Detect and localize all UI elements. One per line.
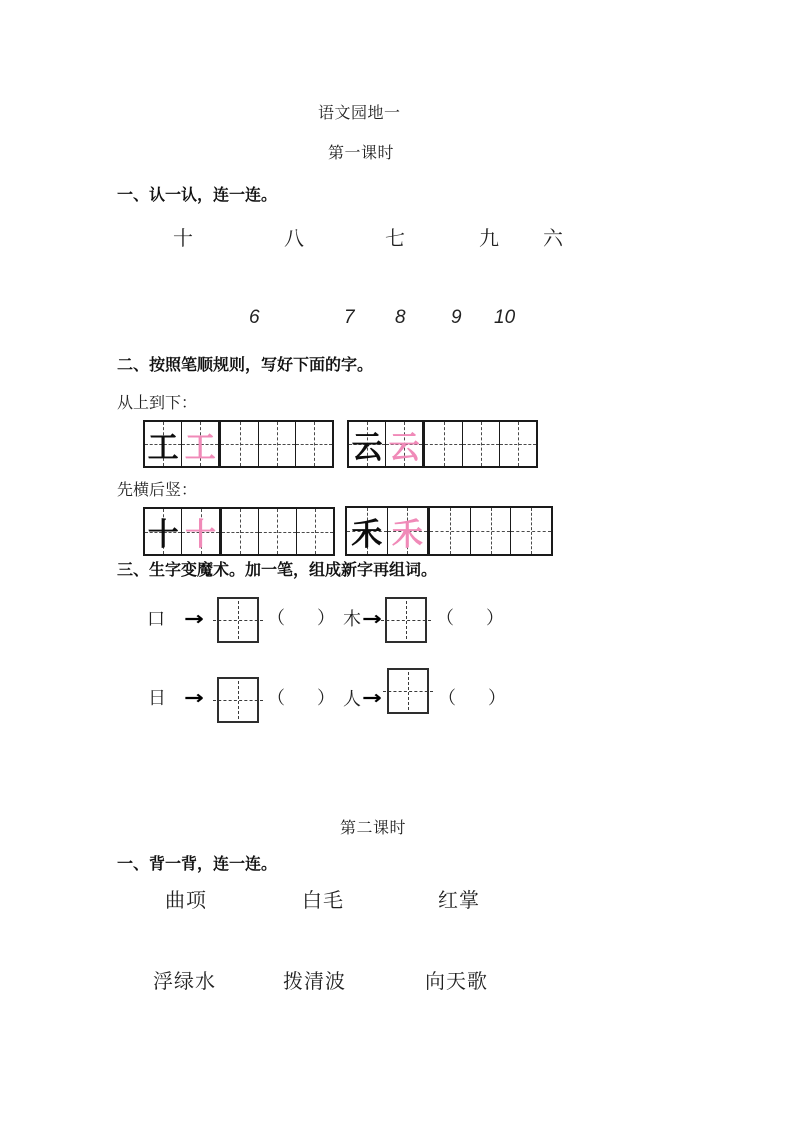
grid-char-trace: 禾 [391,516,423,552]
phrase-word: 浮绿水 [153,971,216,993]
arrow-right-icon: → [184,608,204,630]
grid-cell [219,509,258,554]
grid-char-black: 云 [351,429,383,465]
grid-char-black: 十 [147,517,179,552]
grid-char-trace: 云 [388,429,420,465]
paren-close: ） [317,608,335,628]
add-stroke-box [217,677,259,723]
magic-item-char: 日 [148,688,166,708]
grid-char-trace: 工 [184,429,216,465]
grid-cell [462,422,499,466]
paren-open: （ [438,688,456,708]
grid-cell [218,422,257,466]
practice-grid [143,420,334,468]
hanzi-numeral: 八 [284,228,304,250]
practice-grid [347,420,538,468]
magic-item-char: 木 [343,609,361,629]
grid-char-trace: 十 [185,517,217,552]
phrase-word: 白毛 [302,890,344,912]
hanzi-numeral: 六 [543,228,563,250]
arrow-right-icon: → [362,608,382,630]
add-stroke-box [385,597,427,643]
phrase-word: 拨清波 [283,971,346,993]
lesson2-title: 第二课时 [340,820,407,837]
grid-cell [470,508,511,554]
grid-cell [387,508,428,554]
grid-cell [422,422,461,466]
paren-close: ） [317,688,335,708]
section4-heading: 一、背一背，连一连。 [117,856,278,873]
grid-cell [145,422,181,466]
paren-open: （ [436,608,454,628]
arrow-right-icon: → [362,687,382,709]
hanzi-numeral: 十 [173,228,193,250]
add-stroke-box [387,668,429,714]
grid-cell [347,508,387,554]
grid-cell [427,508,470,554]
grid-cell [385,422,422,466]
grid-cell [181,509,218,554]
grid-char-black: 禾 [351,516,383,552]
grid-cell [295,422,332,466]
grid-cell [258,509,295,554]
section1-heading: 一、认一认，连一连。 [117,187,278,204]
hanzi-numeral: 七 [385,228,405,250]
paren-open: （ [267,688,285,708]
arabic-numeral: 7 [344,307,355,328]
section2-heading: 二、按照笔顺规则，写好下面的字。 [117,357,374,374]
grid-cell [296,509,333,554]
stroke-rule-label: 从上到下： [117,395,198,412]
arrow-right-icon: → [184,687,204,709]
section3-heading: 三、生字变魔术。加一笔，组成新字再组词。 [117,562,438,579]
paren-close: ） [488,688,506,708]
magic-item-char: 人 [343,689,361,709]
arabic-numeral: 6 [249,307,260,328]
page-title: 语文园地一 [318,105,401,122]
phrase-word: 曲项 [165,890,207,912]
phrase-word: 红掌 [438,890,480,912]
paren-close: ） [486,608,504,628]
stroke-rule-label: 先横后竖： [117,482,198,499]
arabic-numeral: 9 [451,307,462,328]
grid-cell [510,508,551,554]
grid-cell [181,422,218,466]
grid-cell [145,509,181,554]
grid-cell [349,422,385,466]
magic-item-char: 口 [147,609,165,629]
grid-char-black: 工 [147,429,179,465]
paren-open: （ [267,608,285,628]
arabic-numeral: 10 [494,307,516,328]
grid-cell [499,422,536,466]
practice-grid [345,506,553,556]
grid-cell [258,422,295,466]
practice-grid [143,507,335,556]
add-stroke-box [217,597,259,643]
hanzi-numeral: 九 [479,228,499,250]
phrase-word: 向天歌 [425,971,488,993]
arabic-numeral: 8 [395,307,406,328]
lesson1-title: 第一课时 [328,145,395,162]
